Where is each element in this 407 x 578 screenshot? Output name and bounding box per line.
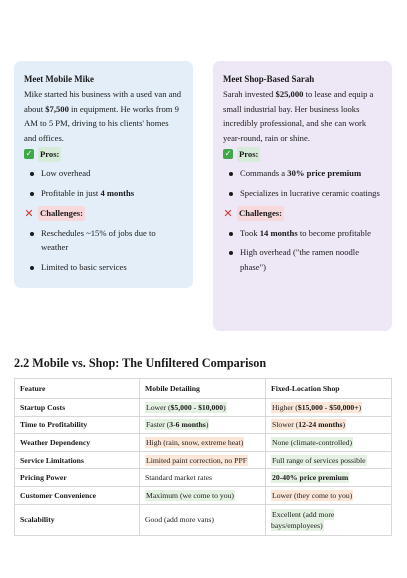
table-header-row: [15, 379, 392, 399]
header-shop: Fixed-Location Shop: [266, 379, 392, 399]
list-item: Reschedules ~15% of jobs due to weather: [24, 226, 183, 255]
table-row: [15, 469, 392, 487]
sarah-cons-label: Challenges:: [237, 206, 284, 221]
table-row: [15, 504, 392, 535]
mike-cons-list: [24, 226, 183, 275]
table-cell-mobile: Faster (3-6 months): [140, 416, 266, 434]
table-cell-feature: Service Limitations: [15, 451, 140, 469]
table-row: [15, 486, 392, 504]
table-body: [15, 399, 392, 536]
check-mark-icon: ✓: [224, 149, 232, 159]
table-cell-shop: Excellent (add more bays/employees): [266, 504, 392, 535]
table-cell-shop: Full range of services possible: [266, 451, 392, 469]
comparison-table: [14, 378, 392, 536]
mike-pros-heading: [24, 146, 183, 162]
mike-intro: Mike started his business with a used van and about $7,500 in equipment. He works from 9 AM to 5 PM, driving to his clients' homes and offices.: [24, 89, 182, 143]
check-mark-icon: ✓: [25, 149, 33, 159]
table-cell-feature: Customer Convenience: [15, 486, 140, 504]
list-item: Commands a 30% price premium: [223, 166, 382, 181]
sarah-pros-label: Pros:: [237, 147, 260, 162]
table-cell-mobile: Good (add more vans): [140, 504, 266, 535]
mike-cons-heading: [24, 206, 183, 222]
sarah-cons-heading: [223, 206, 382, 222]
table-cell-mobile: Limited paint correction, no PPF: [140, 451, 266, 469]
table-cell-shop: Higher ($15,000 - $50,000+): [266, 399, 392, 417]
list-item: Specializes in lucrative ceramic coatings: [223, 186, 382, 201]
list-item: High overhead ("the ramen noodle phase"): [223, 245, 382, 274]
table-row: [15, 451, 392, 469]
table-cell-feature: Weather Dependency: [15, 434, 140, 452]
table-cell-mobile: Standard market rates: [140, 469, 266, 487]
mike-title: Meet Mobile Mike: [24, 74, 94, 84]
sarah-card: [213, 61, 392, 331]
table-cell-shop: Slower (12-24 months): [266, 416, 392, 434]
table-cell-shop: None (climate-controlled): [266, 434, 392, 452]
list-item: Limited to basic services: [24, 260, 183, 275]
cross-mark-icon: ✕: [223, 206, 233, 220]
sarah-pros-heading: [223, 146, 382, 162]
mike-cons-label: Challenges:: [38, 206, 85, 221]
table-cell-mobile: High (rain, snow, extreme heat): [140, 434, 266, 452]
mike-pros-list: [24, 166, 183, 200]
list-item: Profitable in just 4 months: [24, 186, 183, 201]
section-title: 2.2 Mobile vs. Shop: The Unfiltered Comparison: [14, 356, 267, 370]
header-feature: Feature: [15, 379, 140, 399]
table-cell-mobile: Lower ($5,000 - $10,000): [140, 399, 266, 417]
header-mobile: Mobile Detailing: [140, 379, 266, 399]
table-cell-shop: Lower (they come to you): [266, 486, 392, 504]
mike-card: [14, 61, 193, 288]
table-row: [15, 399, 392, 417]
table-cell-feature: Startup Costs: [15, 399, 140, 417]
sarah-cons-list: [223, 226, 382, 275]
mike-pros-label: Pros:: [38, 147, 61, 162]
list-item: Low overhead: [24, 166, 183, 181]
table-row: [15, 416, 392, 434]
table-cell-shop: 20-40% price premium: [266, 469, 392, 487]
cross-mark-icon: ✕: [24, 206, 34, 220]
table-cell-feature: Scalability: [15, 504, 140, 535]
list-item: Took 14 months to become profitable: [223, 226, 382, 241]
sarah-intro: Sarah invested $25,000 to lease and equip a small industrial bay. Her business looks incredibly professional, and she can work year-round, rain or shine.: [223, 89, 374, 143]
table-row: [15, 434, 392, 452]
sarah-pros-list: [223, 166, 382, 200]
table-cell-feature: Time to Profitability: [15, 416, 140, 434]
sarah-title: Meet Shop-Based Sarah: [223, 74, 315, 84]
table-cell-feature: Pricing Power: [15, 469, 140, 487]
table-cell-mobile: Maximum (we come to you): [140, 486, 266, 504]
